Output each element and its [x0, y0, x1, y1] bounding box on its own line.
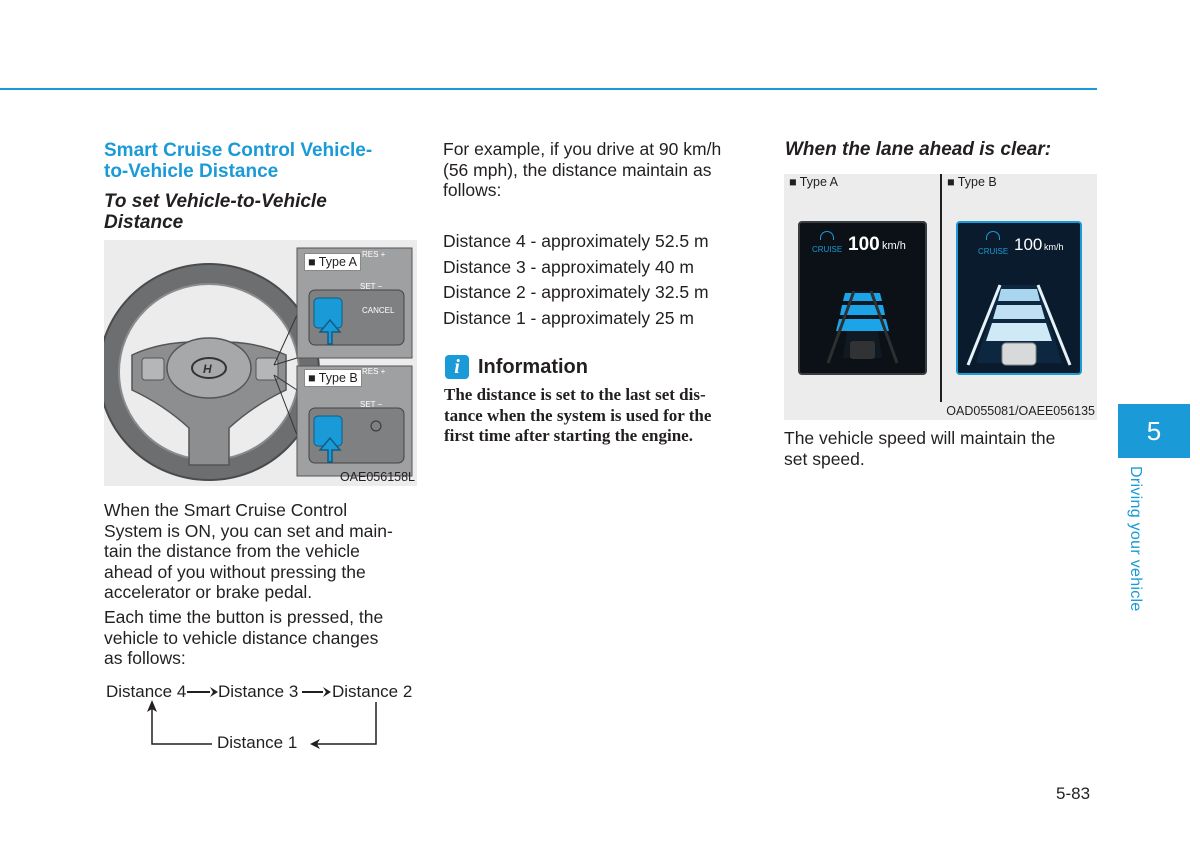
distance-cycle-diagram	[104, 680, 424, 760]
cycle-distance-3: Distance 3	[218, 682, 299, 701]
cycle-distance-1: Distance 1	[217, 733, 298, 752]
section-heading: Smart Cruise Control Vehicle- to-Vehicle Distance	[104, 140, 373, 182]
res-plus-label: RES +	[362, 250, 386, 259]
svg-text:H: H	[203, 362, 212, 376]
steering-wheel-figure	[104, 240, 417, 486]
header-rule	[0, 88, 1097, 90]
speed-value: 100	[848, 234, 880, 255]
type-a-label: ■ Type A	[789, 175, 839, 189]
figure-code: OAD055081/OAEE056135	[946, 404, 1095, 418]
figure-code: OAE056158L	[339, 470, 415, 484]
type-a-label: ■ Type A	[304, 253, 361, 271]
info-title: Information	[478, 355, 588, 378]
distance-item: Distance 1 - approximately 25 m	[443, 307, 694, 328]
speed-value: 100	[1014, 235, 1043, 254]
steering-wheel-illustration	[104, 240, 417, 486]
paragraph-1: When the Smart Cruise Control System is ON, you can set and main- tain the distance from the vehicle ahead of you without pressing the accelerator or brake pedal.	[104, 500, 393, 602]
type-b-label: ■ Type B	[304, 369, 362, 387]
res-plus-label-b: RES +	[362, 367, 386, 376]
type-a-display	[798, 221, 927, 375]
set-minus-label: SET −	[360, 282, 383, 291]
distance-list	[443, 231, 756, 333]
paragraph-2: Each time the button is pressed, the vehicle to vehicle distance changes as follows:	[104, 607, 384, 668]
cruise-icon	[986, 231, 1000, 240]
chapter-tab: 5	[1118, 404, 1190, 458]
distance-item: Distance 4 - approximately 52.5 m	[443, 231, 709, 251]
cancel-label: CANCEL	[362, 306, 395, 315]
cycle-distance-4: Distance 4	[106, 682, 187, 701]
cruise-label: CRUISE	[978, 247, 1009, 256]
subsection-heading: To set Vehicle-to-Vehicle Distance	[104, 191, 327, 233]
set-minus-label-b: SET −	[360, 400, 383, 409]
distance-item: Distance 3 - approximately 40 m	[443, 256, 694, 277]
distance-item: Distance 2 - approximately 32.5 m	[443, 282, 709, 302]
page-number: 5-83	[1056, 784, 1091, 803]
cruise-icon	[820, 231, 834, 240]
speed-unit: km/h	[1044, 242, 1064, 252]
cruise-label: CRUISE	[812, 245, 843, 254]
type-b-display	[956, 221, 1082, 375]
info-text: The distance is set to the last set dis- tance when the system is used for the first time after starting the engine.	[444, 385, 712, 445]
chapter-title: Driving your vehicle	[1127, 466, 1144, 612]
info-i-icon: i	[445, 355, 469, 379]
cluster-display-figure	[784, 174, 1097, 420]
info-heading	[445, 354, 588, 380]
speed-maintain-text: The vehicle speed will maintain the set speed.	[784, 428, 1056, 469]
figure-divider	[940, 174, 942, 402]
speed-unit: km/h	[882, 240, 906, 252]
type-b-label: ■ Type B	[947, 175, 997, 189]
cycle-distance-2: Distance 2	[332, 682, 413, 701]
example-intro: For example, if you drive at 90 km/h (56 mph), the distance maintain as follows:	[443, 139, 722, 200]
lane-clear-heading: When the lane ahead is clear:	[785, 139, 1052, 160]
